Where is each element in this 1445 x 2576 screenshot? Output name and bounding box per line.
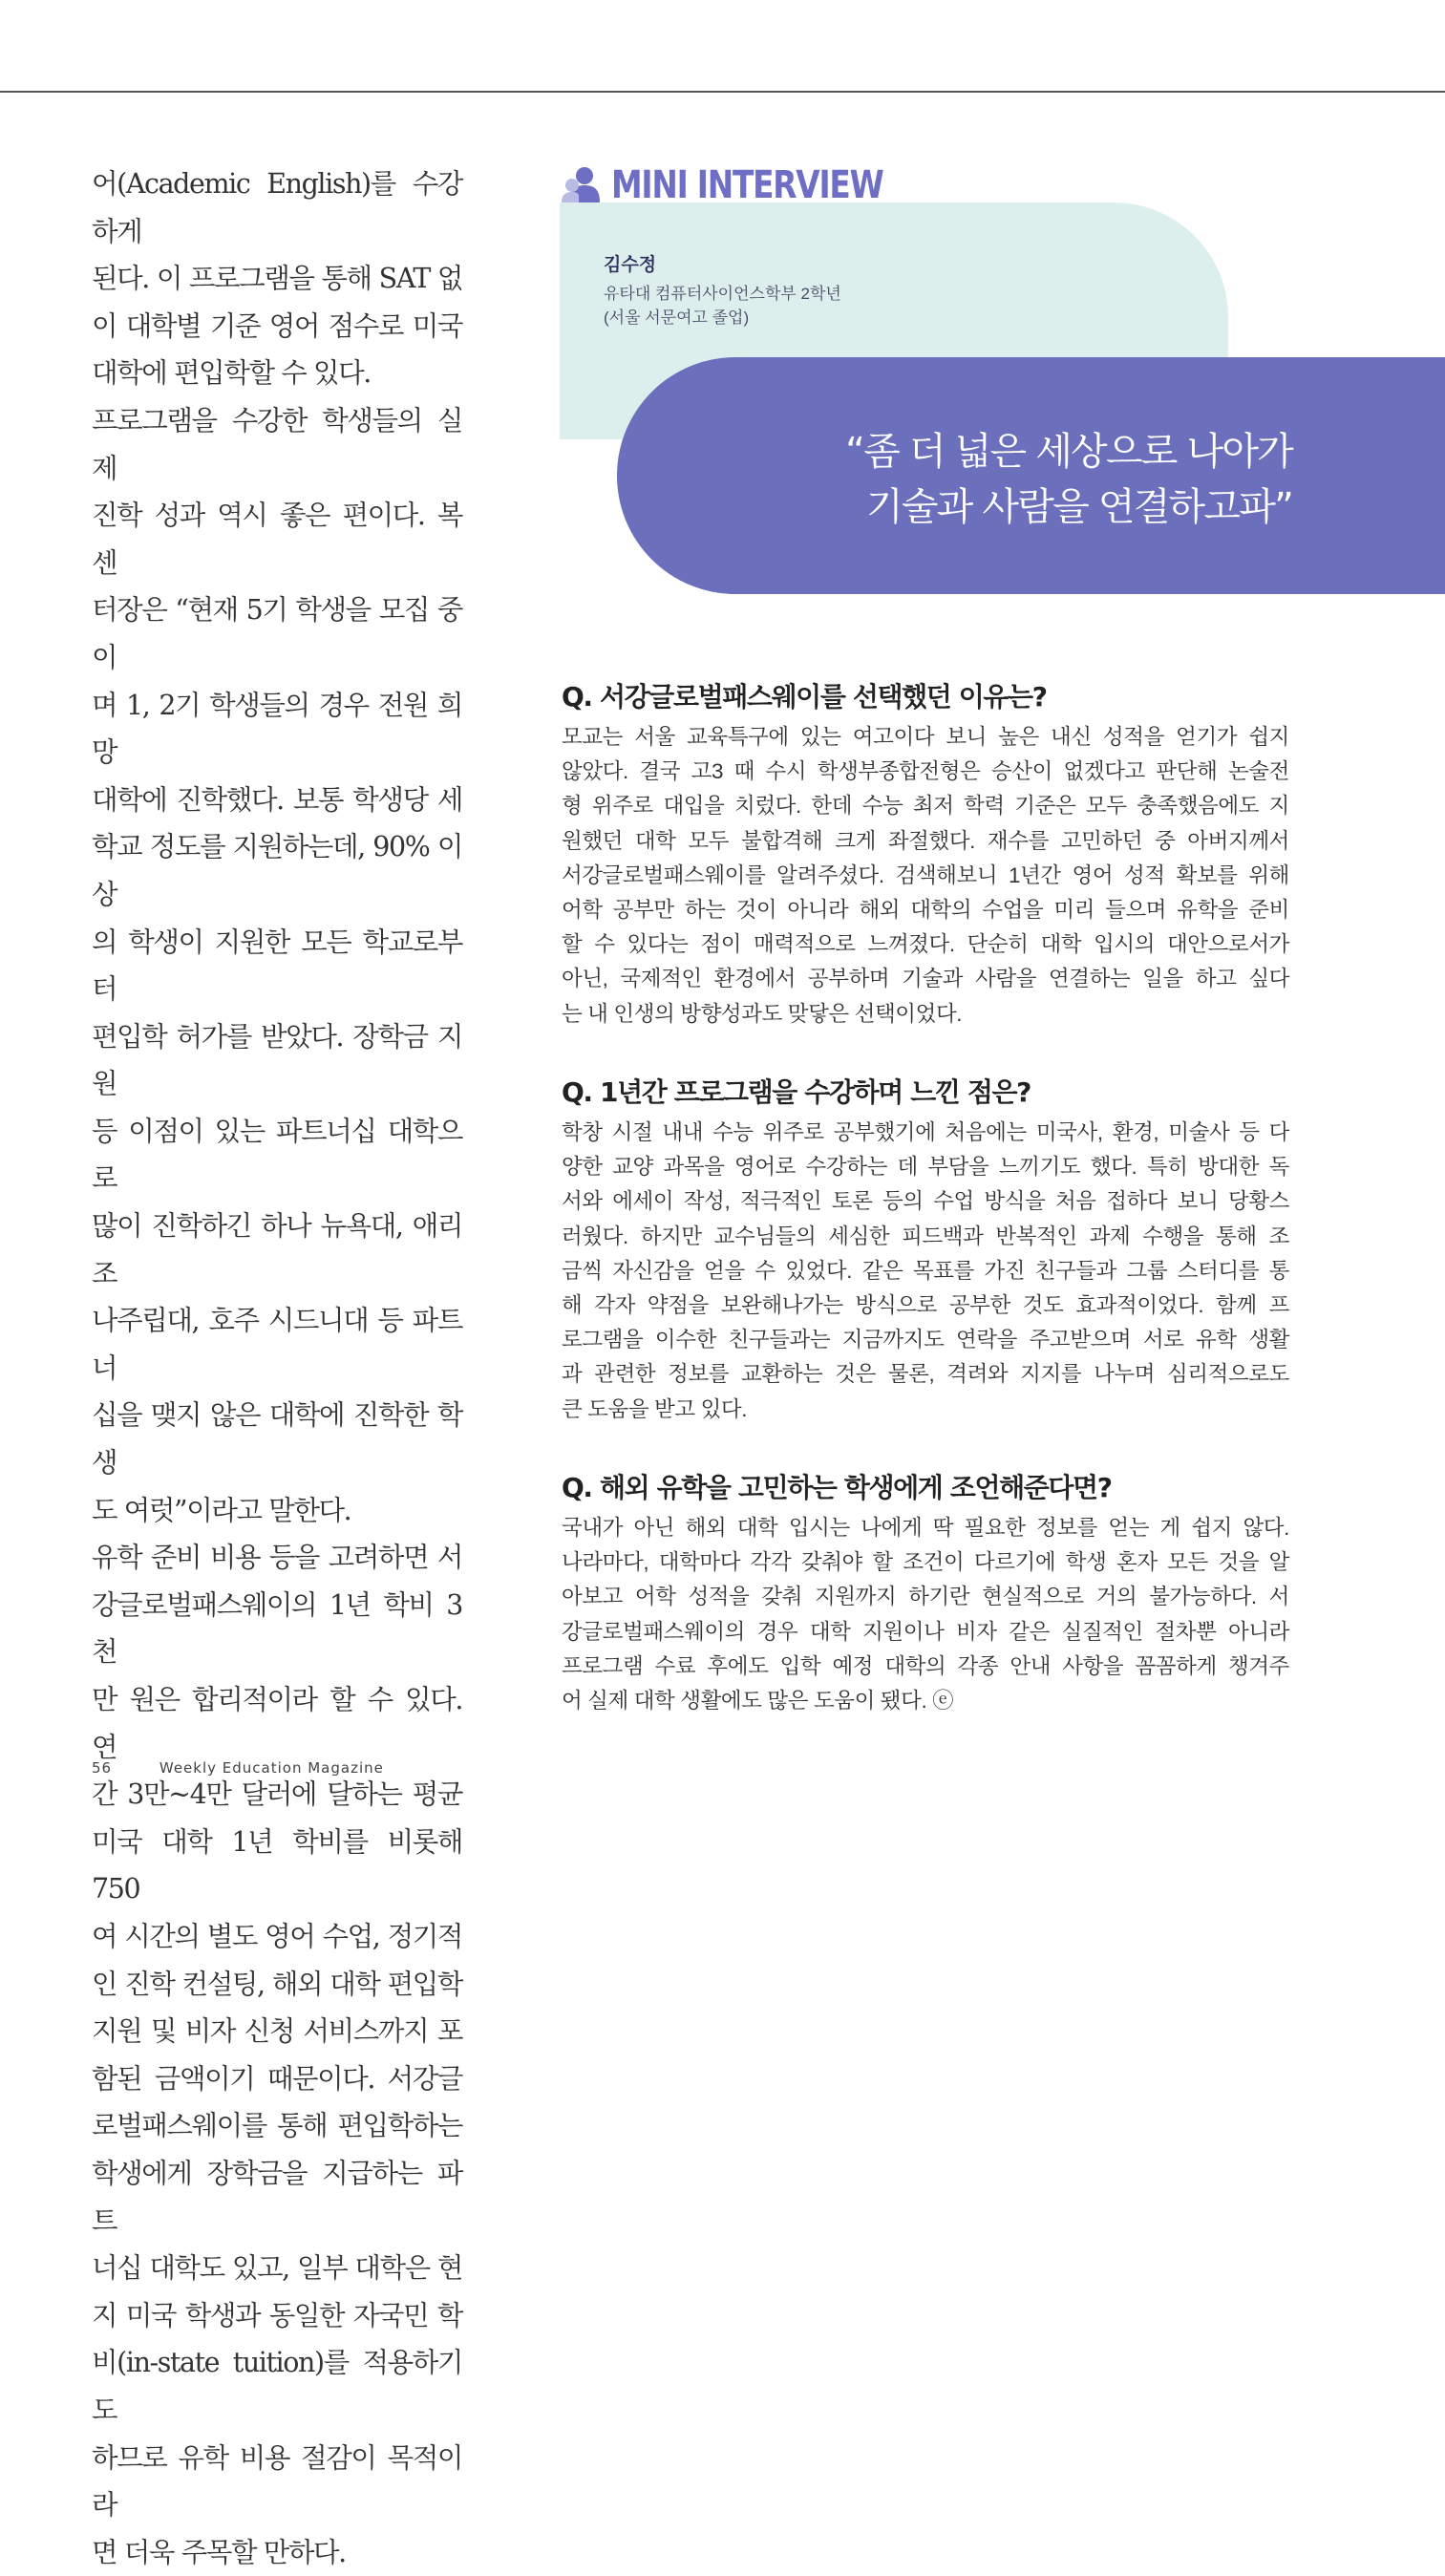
- question-heading: Q. 서강글로벌패스웨이를 선택했던 이유는?: [562, 681, 1047, 713]
- answer-line: 어 실제 대학 생활에도 많은 도움이 됐다. ⓔ: [562, 1689, 954, 1714]
- text-line: 며 1, 2기 학생들의 경우 전원 희망: [92, 689, 462, 769]
- interviewee-affiliation: 유타대 컴퓨터사이언스학부 2학년: [604, 285, 841, 303]
- answer-line: 나라마다, 대학마다 각각 갖춰야 할 조건이 다르기에 학생 혼자 모든 것을 알: [562, 1550, 1289, 1575]
- qa-block-1: [562, 680, 1289, 1032]
- text-line: 의 학생이 지원한 모든 학교로부터: [92, 926, 462, 1006]
- text-line: 학교 정도를 지원하는데, 90% 이상: [92, 831, 462, 910]
- answer-line: 원했던 대학 모두 불합격해 크게 좌절했다. 재수를 고민하던 중 아버지께서: [562, 828, 1289, 853]
- quote-line: 기술과 사람을 연결하고파”: [866, 485, 1292, 529]
- text-line: 십을 맺지 않은 대학에 진학한 학생: [92, 1399, 462, 1480]
- text-line: 어(Academic English)를 수강하게: [92, 168, 462, 247]
- text-line: 미국 대학 1년 학비를 비롯해 750: [92, 1825, 462, 1905]
- article-paragraph-3: [92, 1534, 462, 2576]
- answer-line: 서와 에세이 작성, 적극적인 토론 등의 수업 방식을 처음 접하다 보니 당황스: [562, 1189, 1289, 1214]
- text-line: 학생에게 장학금을 지급하는 파트: [92, 2157, 462, 2237]
- page-number: 56: [92, 1759, 113, 1777]
- answer-line: 않았다. 결국 고3 때 수시 학생부종합전형은 승산이 없겠다고 판단해 논술전: [562, 759, 1289, 784]
- text-line: 프로그램을 수강한 학생들의 실제: [92, 404, 462, 484]
- answer-text: [562, 1511, 1289, 1718]
- answer-line: 아보고 어학 성적을 갖춰 지원까지 하기란 현실적으로 거의 불가능하다. 서: [562, 1585, 1289, 1609]
- interviewee-profile: [604, 250, 841, 330]
- text-line: 나주립대, 호주 시드니대 등 파트너: [92, 1305, 462, 1384]
- answer-line: 할 수 있다는 점이 매력적으로 느껴졌다. 단순히 대학 입시의 대안으로서가: [562, 932, 1289, 957]
- answer-line: 과 관련한 정보를 교환하는 것은 물론, 격려와 지지를 나누며 심리적으로도: [562, 1362, 1289, 1387]
- answer-line: 어학 공부만 하는 것이 아니라 해외 대학의 수업을 미리 들으며 유학을 준비: [562, 898, 1289, 923]
- text-line: 로벌패스웨이를 통해 편입학하는: [92, 2110, 462, 2142]
- article-paragraph-1: [92, 160, 462, 397]
- text-line: 면 더욱 주목할 만하다.: [92, 2536, 346, 2568]
- text-line: 함된 금액이기 때문이다. 서강글: [92, 2062, 462, 2095]
- answer-text: [562, 1116, 1289, 1427]
- text-line: 유학 준비 비용 등을 고려하면 서: [92, 1542, 462, 1574]
- text-line: 편입학 허가를 받았다. 장학금 지원: [92, 1020, 462, 1100]
- answer-line: 큰 도움을 받고 있다.: [562, 1396, 748, 1421]
- answer-line: 해 각자 약점을 보완해나가는 방식으로 공부한 것도 효과적이었다. 함께 프: [562, 1293, 1289, 1318]
- question-heading: Q. 해외 유학을 고민하는 학생에게 조언해준다면?: [562, 1472, 1112, 1503]
- text-line: 인 진학 컨설팅, 해외 대학 편입학: [92, 1968, 462, 2000]
- text-line: 비(in-state tuition)를 적용하기도: [92, 2347, 462, 2426]
- quote-line: “좀 더 넓은 세상으로 나아가: [845, 430, 1292, 474]
- answer-line: 학창 시절 내내 수능 위주로 공부했기에 처음에는 미국사, 환경, 미술사 등 다: [562, 1120, 1289, 1144]
- text-line: 하므로 유학 비용 절감이 목적이라: [92, 2441, 462, 2522]
- text-line: 된다. 이 프로그램을 통해 SAT 없: [92, 263, 462, 295]
- article-paragraph-2: [92, 397, 462, 1534]
- text-line: 진학 성과 역시 좋은 편이다. 복 센: [92, 500, 462, 579]
- answer-line: 로그램을 이수한 친구들과는 지금까지도 연락을 주고받으며 서로 유학 생활: [562, 1328, 1289, 1352]
- text-line: 지원 및 비자 신청 서비스까지 포: [92, 2015, 462, 2048]
- answer-text: [562, 720, 1289, 1032]
- text-line: 터장은 “현재 5기 학생을 모집 중이: [92, 594, 462, 673]
- mini-interview-title: MINI INTERVIEW: [611, 163, 883, 207]
- question-heading: Q. 1년간 프로그램을 수강하며 느낀 점은?: [562, 1076, 1031, 1108]
- answer-line: 모교는 서울 교육특구에 있는 여고이다 보니 높은 내신 성적을 얻기가 쉽지: [562, 725, 1289, 749]
- text-line: 여 시간의 별도 영어 수업, 정기적: [92, 1920, 462, 1952]
- left-column-article: [92, 160, 462, 2576]
- text-line: 강글로벌패스웨이의 1년 학비 3천: [92, 1588, 462, 1669]
- text-line: 지 미국 학생과 동일한 자국민 학: [92, 2299, 462, 2331]
- text-line: 등 이점이 있는 파트너십 대학으로: [92, 1115, 462, 1195]
- answer-line: 금씩 자신감을 얻을 수 있었다. 같은 목표를 가진 친구들과 그룹 스터디를 통: [562, 1258, 1289, 1283]
- interviewee-name: 김수정: [604, 255, 657, 275]
- answer-line: 아닌, 국제적인 환경에서 공부하며 기술과 사람을 연결하는 일을 하고 싶다: [562, 967, 1289, 991]
- answer-line: 국내가 아닌 해외 대학 입시는 나에게 딱 필요한 정보를 얻는 게 쉽지 않다.: [562, 1516, 1289, 1540]
- magazine-name: Weekly Education Magazine: [159, 1759, 384, 1777]
- page-footer: [92, 1759, 384, 1777]
- person-silhouette-icon: [562, 166, 602, 204]
- text-line: 도 여럿”이라고 말한다.: [92, 1494, 351, 1526]
- top-rule: [0, 91, 1445, 93]
- answer-line: 러웠다. 하지만 교수님들의 세심한 피드백과 반복적인 과제 수행을 통해 조: [562, 1224, 1289, 1248]
- answer-line: 형 위주로 대입을 치렀다. 한데 수능 최저 학력 기준은 모두 충족했음에도 지: [562, 794, 1289, 819]
- qa-block-3: [562, 1471, 1289, 1718]
- text-line: 대학에 진학했다. 보통 학생당 세: [92, 783, 462, 816]
- text-line: 대학에 편입학할 수 있다.: [92, 357, 371, 390]
- answer-line: 프로그램 수료 후에도 입학 예정 대학의 각종 안내 사항을 꼼꼼하게 챙겨주: [562, 1653, 1289, 1678]
- text-line: 많이 진학하긴 하나 뉴욕대, 애리조: [92, 1210, 462, 1289]
- text-line: 만 원은 합리적이라 할 수 있다. 연: [92, 1684, 462, 1763]
- text-line: 이 대학별 기준 영어 점수로 미국: [92, 309, 462, 342]
- answer-line: 양한 교양 과목을 영어로 수강하는 데 부담을 느끼기도 했다. 특히 방대한 독: [562, 1155, 1289, 1180]
- qa-block-2: [562, 1075, 1289, 1427]
- interview-pull-quote: [845, 424, 1292, 535]
- text-line: 너십 대학도 있고, 일부 대학은 현: [92, 2252, 462, 2285]
- text-line: 간 3만~4만 달러에 달하는 평균: [92, 1778, 462, 1811]
- answer-line: 는 내 인생의 방향성과도 맞닿은 선택이었다.: [562, 1001, 963, 1026]
- mini-interview-header: [562, 164, 943, 206]
- interviewee-school: (서울 서문여고 졸업): [604, 309, 750, 327]
- answer-line: 서강글로벌패스웨이를 알려주셨다. 검색해보니 1년간 영어 성적 확보를 위해: [562, 862, 1289, 887]
- answer-line: 강글로벌패스웨이의 경우 대학 지원이나 비자 같은 실질적인 절차뿐 아니라: [562, 1619, 1289, 1644]
